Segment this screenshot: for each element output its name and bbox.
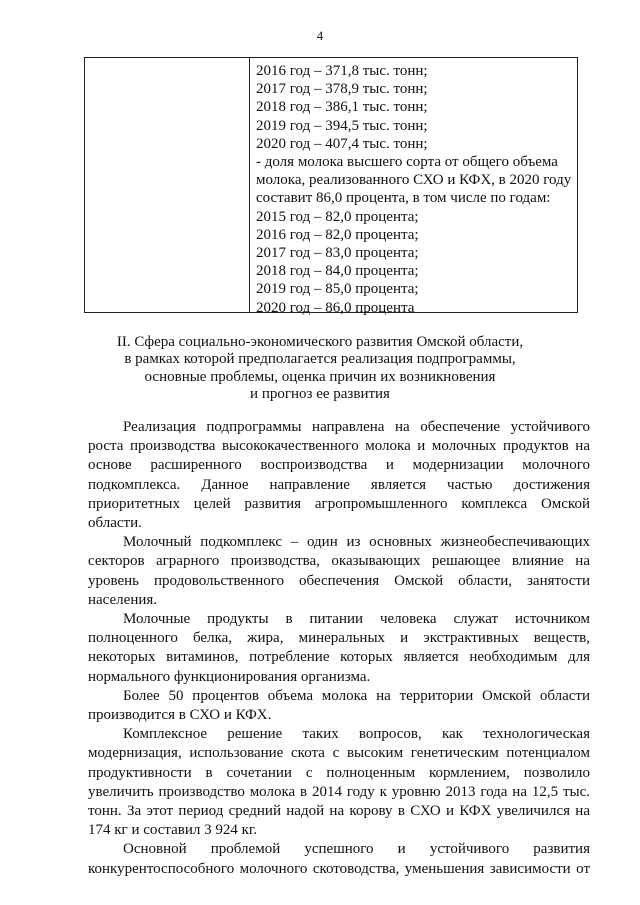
body-line: увеличить производство молока в 2014 году к уровню 2013 года на 12,5 тыс. <box>88 783 590 800</box>
body-line: уровень продовольственного обеспечения Омской области, занятости <box>88 572 590 589</box>
body-line: конкурентоспособного молочного скотоводства, уменьшения зависимости от <box>88 860 590 877</box>
body-line: Более 50 процентов объема молока на территории Омской области <box>123 687 590 704</box>
body-line: населения. <box>88 591 158 608</box>
body-line: приоритетных целей развития агропромышленного комплекса Омской <box>88 495 590 512</box>
table-cell-line: 2017 год – 83,0 процента; <box>256 245 419 262</box>
section-title-line: и прогноз ее развития <box>250 386 390 403</box>
section-title-line: II. Сфера социально-экономического развития Омской области, <box>116 334 524 350</box>
table-cell-line: 2018 год – 84,0 процента; <box>256 263 419 280</box>
table-value-cell <box>256 62 574 317</box>
body-line: Основной проблемой успешного и устойчивого развития <box>123 841 590 858</box>
body-line: тонн. За этот период средний надой на корову в СХО и КФХ увеличился на <box>88 803 590 820</box>
table-cell-line: - доля молока высшего сорта от общего объема <box>256 154 558 171</box>
body-line: Реализация подпрограммы направлена на обеспечение устойчивого <box>123 419 590 435</box>
body-line: секторов аграрного производства, оказывающих решающее влияние на <box>88 553 590 570</box>
table-cell-line: составит 86,0 процента, в том числе по годам: <box>256 190 551 207</box>
table-cell-line: 2020 год – 86,0 процента <box>256 299 415 316</box>
table-cell-line: 2016 год – 82,0 процента; <box>256 226 419 243</box>
body-line: полноценного белка, жира, минеральных и экстрактивных веществ, <box>88 630 590 647</box>
body-line: производится в СХО и КФХ. <box>88 707 272 724</box>
body-line: некоторых витаминов, потребление которых является необходимым для <box>88 649 590 666</box>
body-line: основе расширенного воспроизводства и модернизации молочного <box>88 457 590 474</box>
body-line: Молочный подкомплекс – один из основных жизнеобеспечивающих <box>123 534 590 551</box>
table-cell-line: 2015 год – 82,0 процента; <box>256 208 419 225</box>
table-cell-line: 2016 год – 371,8 тыс. тонн; <box>256 63 428 79</box>
table-cell-line: 2017 год – 378,9 тыс. тонн; <box>256 81 428 98</box>
body-line: Молочные продукты в питании человека служат источником <box>123 611 590 628</box>
table-cell-line: 2018 год – 386,1 тыс. тонн; <box>256 99 428 116</box>
section-title-line: в рамках которой предполагается реализация подпрограммы, <box>124 351 516 368</box>
indicators-table <box>84 57 578 316</box>
body-line: подкомплекса. Данное направление является частью достижения <box>88 476 590 493</box>
body-line: Комплексное решение таких вопросов, как технологическая <box>123 726 590 743</box>
body-line: роста производства высококачественного молока и молочных продуктов на <box>88 438 590 455</box>
body-line: области. <box>88 515 142 532</box>
table-cell-line: молока, реализованного СХО и КФХ, в 2020 году <box>256 172 572 189</box>
body-line: модернизация, использование скота с высоким генетическим потенциалом <box>88 745 590 762</box>
page-number: 4 <box>316 28 324 43</box>
table-cell-line: 2019 год – 85,0 процента; <box>256 281 419 298</box>
body-line: продуктивности в сочетании с полноценным кормлением, позволило <box>88 764 590 781</box>
table-column-divider <box>249 58 250 312</box>
body-line: нормального функционирования организма. <box>88 668 371 685</box>
section-title-line: основные проблемы, оценка причин их возникновения <box>144 368 496 385</box>
section-title <box>0 334 640 404</box>
table-cell-line: 2019 год – 394,5 тыс. тонн; <box>256 117 428 134</box>
body-line: 174 кг и составил 3 924 кг. <box>88 822 258 839</box>
body-text <box>88 418 590 879</box>
table-cell-line: 2020 год – 407,4 тыс. тонн; <box>256 135 428 152</box>
